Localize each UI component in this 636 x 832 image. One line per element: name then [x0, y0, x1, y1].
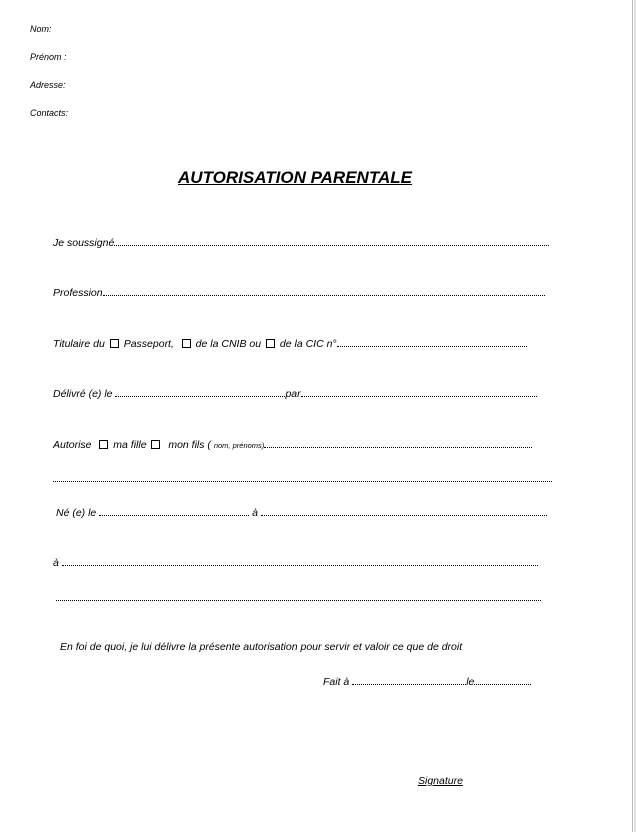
profession-line	[53, 286, 545, 300]
nom-prenoms-hint: nom, prénoms)	[213, 441, 265, 450]
ma-fille-label: ma fille	[113, 439, 147, 451]
par-field[interactable]	[301, 395, 537, 397]
le-label: le	[466, 676, 475, 688]
mon-fils-checkbox[interactable]	[151, 440, 160, 449]
enfant-nom-field[interactable]	[264, 446, 532, 448]
signature-label: Signature	[418, 775, 463, 787]
cic-number-field[interactable]	[337, 345, 527, 347]
header-prenom: Prénom :	[30, 52, 67, 62]
enfant-nom-continuation-field[interactable]	[53, 481, 552, 482]
cnib-label: de la CNIB ou	[195, 338, 262, 350]
a-line	[53, 556, 538, 570]
autorise-line	[53, 438, 532, 453]
ne-label: Né (e) le	[56, 507, 97, 519]
fait-le-date-field[interactable]	[474, 683, 531, 685]
blank-dotted-field[interactable]	[56, 600, 541, 601]
fait-a-field[interactable]	[352, 683, 466, 685]
titulaire-line	[53, 337, 527, 351]
passeport-checkbox[interactable]	[110, 339, 119, 348]
naissance-date-field[interactable]	[99, 514, 249, 516]
par-label: par	[285, 388, 301, 400]
soussigne-field[interactable]	[114, 244, 549, 246]
mon-fils-label: mon fils (	[168, 439, 211, 451]
naissance-line	[56, 506, 547, 520]
profession-field[interactable]	[103, 294, 545, 296]
naissance-lieu-field[interactable]	[261, 514, 547, 516]
autorise-label: Autorise	[53, 439, 92, 451]
soussigne-label: Je soussigné	[53, 237, 115, 249]
header-contacts: Contacts:	[30, 108, 69, 118]
a-field[interactable]	[62, 564, 538, 566]
delivre-date-field[interactable]	[115, 395, 285, 397]
en-foi-line: En foi de quoi, je lui délivre la présente autorisation pour servir et valoir ce que de droit	[60, 641, 463, 653]
page-edge	[632, 0, 633, 832]
a-label-1: à	[252, 507, 258, 519]
titulaire-label: Titulaire du	[53, 338, 105, 350]
delivre-label: Délivré (e) le	[53, 388, 113, 400]
profession-label: Profession	[53, 287, 103, 299]
ma-fille-checkbox[interactable]	[99, 440, 108, 449]
soussigne-line	[53, 236, 549, 250]
a-label-2: à	[53, 557, 59, 569]
header-adresse: Adresse:	[30, 80, 66, 90]
fait-a-label: Fait à	[323, 676, 350, 688]
cic-label: de la CIC n°	[279, 338, 337, 350]
cic-checkbox[interactable]	[266, 339, 275, 348]
cnib-checkbox[interactable]	[182, 339, 191, 348]
passeport-label: Passeport,	[123, 338, 174, 350]
delivre-line	[53, 387, 537, 401]
document-title: AUTORISATION PARENTALE	[178, 168, 412, 187]
header-nom: Nom:	[30, 24, 52, 34]
fait-a-line	[323, 675, 531, 689]
